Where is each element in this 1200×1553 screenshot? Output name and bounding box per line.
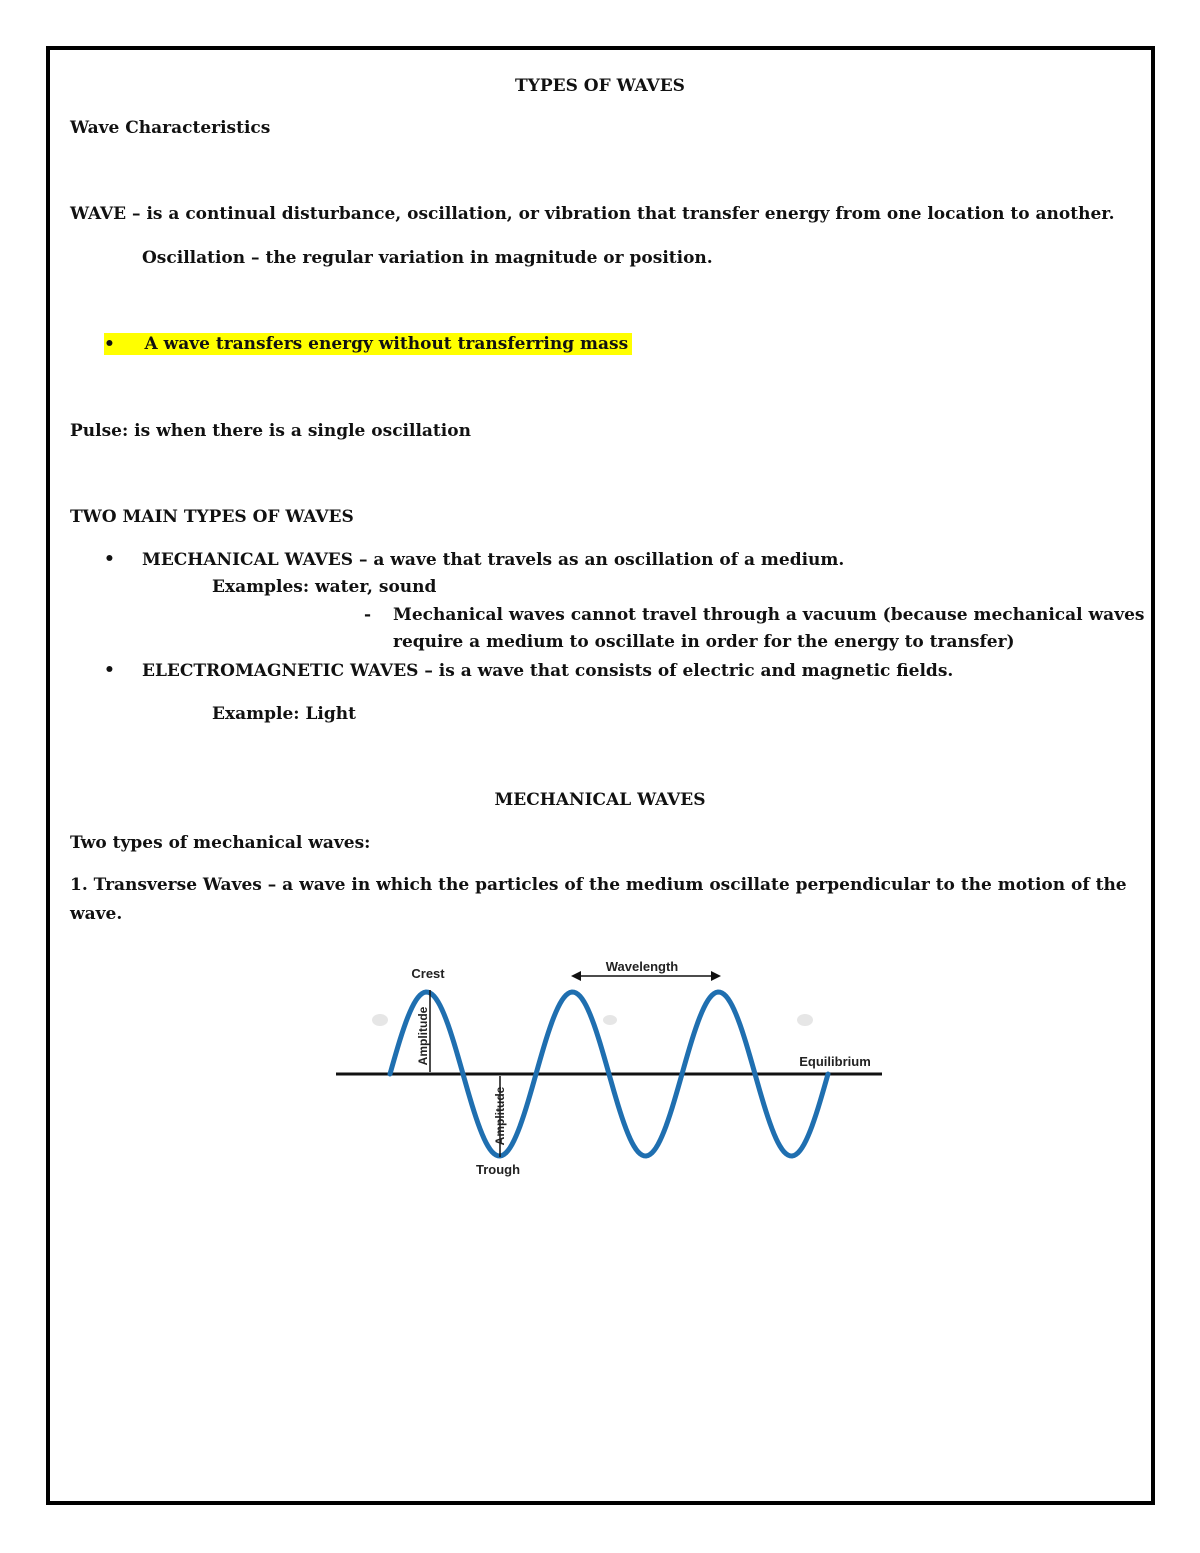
wavelength-arrowhead-left bbox=[571, 971, 581, 981]
wavelength-label: Wavelength bbox=[605, 959, 679, 974]
mechanical-examples: Examples: water, sound bbox=[212, 577, 437, 597]
wave-def-text: – is a continual disturbance, oscillation, or vibration that transfer energy from one location to another. bbox=[126, 204, 1115, 224]
two-main-types-heading: TWO MAIN TYPES OF WAVES bbox=[70, 507, 354, 527]
bullet-icon: • bbox=[104, 660, 115, 680]
equilibrium-label: Equilibrium bbox=[799, 1054, 871, 1069]
trough-label: Trough bbox=[475, 1162, 521, 1177]
dash-marker: - bbox=[364, 605, 372, 625]
transverse-wave-diagram bbox=[330, 950, 890, 1190]
wave-characteristics-heading: Wave Characteristics bbox=[70, 118, 271, 138]
mechanical-waves-item bbox=[142, 549, 844, 571]
electromagnetic-waves-item bbox=[142, 660, 953, 682]
crest-label: Crest bbox=[411, 966, 445, 981]
wave-term: WAVE bbox=[70, 204, 127, 224]
electromagnetic-term: ELECTROMAGNETIC WAVES bbox=[142, 661, 419, 681]
electromagnetic-example: Example: Light bbox=[212, 704, 356, 724]
wave-definition bbox=[70, 203, 1115, 225]
bullet-icon: • bbox=[104, 334, 145, 354]
highlight-text: A wave transfers energy without transferring mass bbox=[144, 334, 629, 354]
amplitude-top-label: Amplitude bbox=[416, 1006, 430, 1066]
mechanical-waves-heading: MECHANICAL WAVES bbox=[494, 790, 706, 810]
mechanical-def: – a wave that travels as an oscillation of a medium. bbox=[353, 550, 845, 570]
mechanical-term: MECHANICAL WAVES bbox=[142, 550, 354, 570]
electromagnetic-def: – is a wave that consists of electric and magnetic fields. bbox=[418, 661, 954, 681]
mechanical-note-line1: Mechanical waves cannot travel through a vacuum (because mechanical waves bbox=[393, 605, 1145, 625]
transverse-definition-line2: wave. bbox=[70, 904, 123, 924]
pulse-definition: Pulse: is when there is a single oscillation bbox=[70, 421, 471, 441]
two-types-intro: Two types of mechanical waves: bbox=[70, 833, 371, 853]
highlight-mark bbox=[104, 333, 632, 355]
amplitude-bottom-label: Amplitude bbox=[493, 1086, 507, 1146]
bullet-icon: • bbox=[104, 549, 115, 569]
wavelength-arrowhead-right bbox=[711, 971, 721, 981]
transverse-definition-line1: 1. Transverse Waves – a wave in which the particles of the medium oscillate perpendicular to the motion of the bbox=[70, 875, 1127, 895]
highlight-bullet-item bbox=[104, 333, 632, 355]
page-title: TYPES OF WAVES bbox=[515, 76, 685, 96]
mechanical-note-line2: require a medium to oscillate in order for the energy to transfer) bbox=[393, 632, 1015, 652]
oscillation-definition: Oscillation – the regular variation in magnitude or position. bbox=[142, 248, 713, 268]
